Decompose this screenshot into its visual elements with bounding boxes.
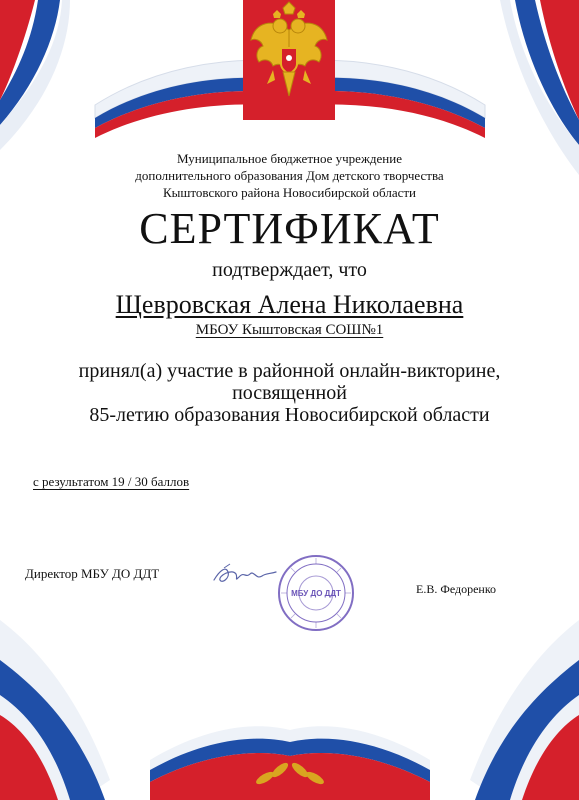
top-right-ribbon [500, 0, 579, 175]
seal-text: МБУ ДО ДДТ [291, 589, 341, 598]
statement-line-3: 85-летию образования Новосибирской области [89, 404, 490, 426]
result-score [33, 474, 189, 490]
organization-line-2: дополнительного образования Дом детского творчества [135, 168, 444, 183]
recipient-name-text: Щевровская Алена Николаевна [115, 290, 464, 319]
organization-line-1: Муниципальное бюджетное учреждение [177, 151, 402, 166]
bottom-center-ribbon [150, 726, 430, 800]
recipient-school-text: МБОУ Кыштовская СОШ№1 [195, 322, 384, 338]
handwritten-signature-icon [210, 560, 280, 590]
top-left-ribbon [0, 0, 70, 150]
organization-header [0, 150, 579, 201]
organization-line-3: Кыштовского района Новосибирской области [162, 185, 417, 200]
official-seal-icon [276, 553, 356, 633]
statement-line-2: посвященной [232, 382, 347, 404]
recipient-school [0, 322, 579, 339]
statement-line-1: принял(а) участие в районной онлайн-викторине, [78, 360, 501, 382]
bottom-left-ribbon [0, 620, 110, 800]
statement-text [0, 360, 579, 426]
result-score-text: с результатом 19 / 30 баллов [33, 474, 190, 489]
coat-of-arms-icon [243, 0, 335, 120]
recipient-name [0, 290, 579, 320]
director-position: Директор МБУ ДО ДДТ [25, 566, 160, 581]
confirms-text: подтверждает, что [212, 259, 367, 281]
bottom-right-ribbon [470, 620, 579, 800]
certificate-title: СЕРТИФИКАТ [139, 204, 440, 253]
director-name: Е.В. Федоренко [416, 582, 497, 596]
